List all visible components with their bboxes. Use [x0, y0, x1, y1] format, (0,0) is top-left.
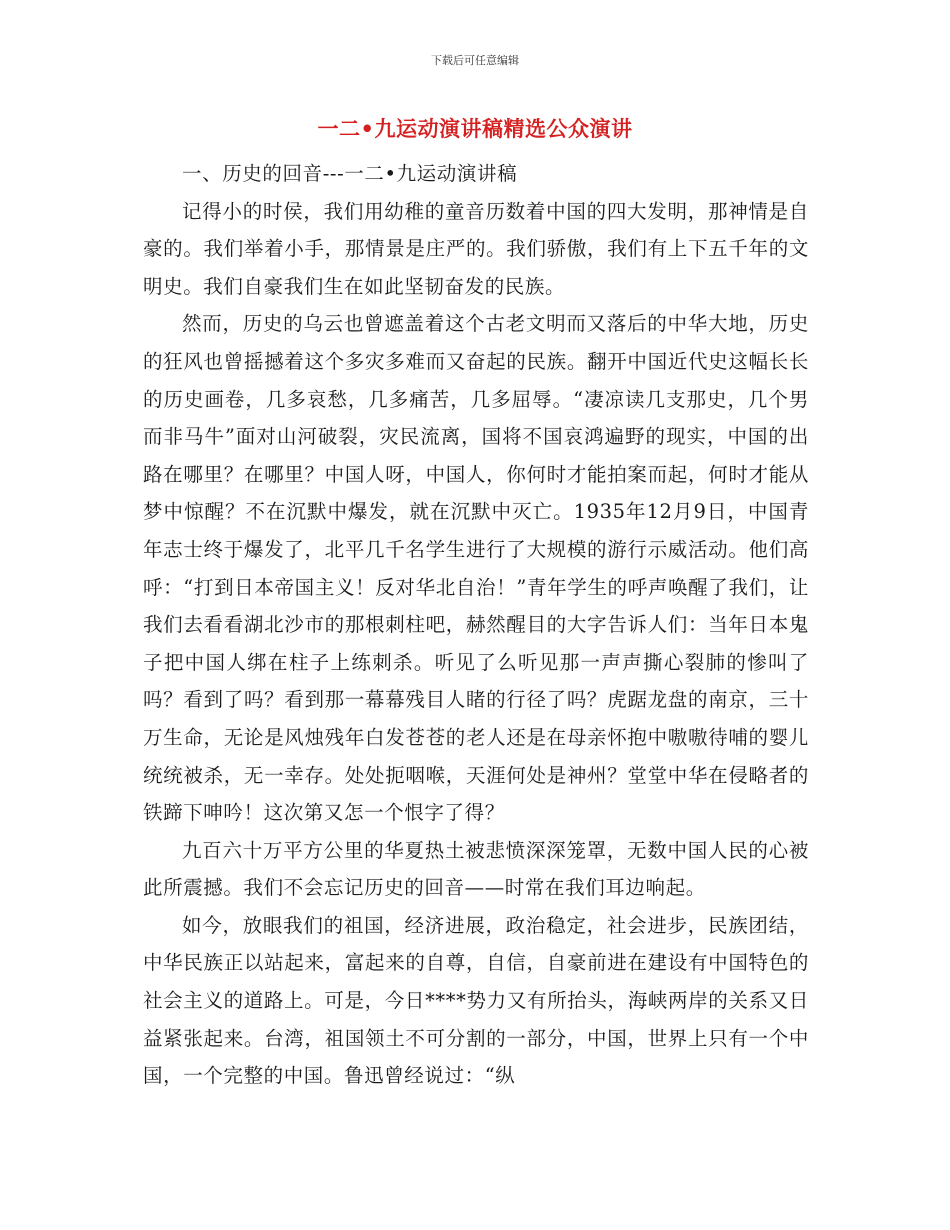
paragraph: 九百六十万平方公里的华夏热土被悲愤深深笼罩，无数中国人民的心被此所震撼。我们不会忘记历史的回音——时常在我们耳边响起。	[143, 838, 809, 900]
paragraph: 如今，放眼我们的祖国，经济进展，政治稳定，社会进步，民族团结，中华民族正以站起来，富起来的自尊，自信，自豪前进在建设有中国特色的社会主义的道路上。可是，今日****势力又有所抬头，海峡两岸的关系又日益紧张起来。台湾，祖国领土不可分割的一部分，中国，世界上只有一个中国，一个完整的中国。鲁迅曾经说过：“纵	[143, 913, 809, 1088]
paragraph: 然而，历史的乌云也曾遮盖着这个古老文明而又落后的中华大地，历史的狂风也曾摇撼着这个多灾多难而又奋起的民族。翻开中国近代史这幅长长的历史画卷，几多哀愁，几多痛苦，几多屈辱。“凄凉读几支那史，几个男而非马牛”面对山河破裂，灾民流离，国将不国哀鸿遍野的现实，中国的出路在哪里？在哪里？中国人呀，中国人，你何时才能拍案而起，何时才能从梦中惊醒？不在沉默中爆发，就在沉默中灭亡。1935年12月9日，中国青年志士终于爆发了，北平几千名学生进行了大规模的游行示威活动。他们高呼：“打到日本帝国主义！反对华北自治！”青年学生的呼声唤醒了我们，让我们去看看湖北沙市的那根刺柱吧，赫然醒目的大字告诉人们：当年日本鬼子把中国人绑在柱子上练刺杀。听见了么听见那一声声撕心裂肺的惨叫了吗？看到了吗？看到那一幕幕残目人睹的行径了吗？虎踞龙盘的南京，三十万生命，无论是风烛残年白发苍苍的老人还是在母亲怀抱中嗷嗷待哺的婴儿统统被杀，无一幸存。处处扼咽喉，天涯何处是神州？堂堂中华在侵略者的铁蹄下呻吟！这次第又怎一个恨字了得？	[143, 312, 809, 825]
header-note: 下载后可任意编辑	[431, 54, 519, 67]
section-heading: 一、历史的回音---一二•九运动演讲稿	[182, 162, 518, 185]
document-title: 一二•九运动演讲稿精选公众演讲	[317, 117, 633, 141]
paragraph: 记得小的时侯，我们用幼稚的童音历数着中国的四大发明，那神情是自豪的。我们举着小手，那情景是庄严的。我们骄傲，我们有上下五千年的文明史。我们自豪我们生在如此坚韧奋发的民族。	[143, 199, 809, 298]
document-body	[143, 155, 809, 1095]
